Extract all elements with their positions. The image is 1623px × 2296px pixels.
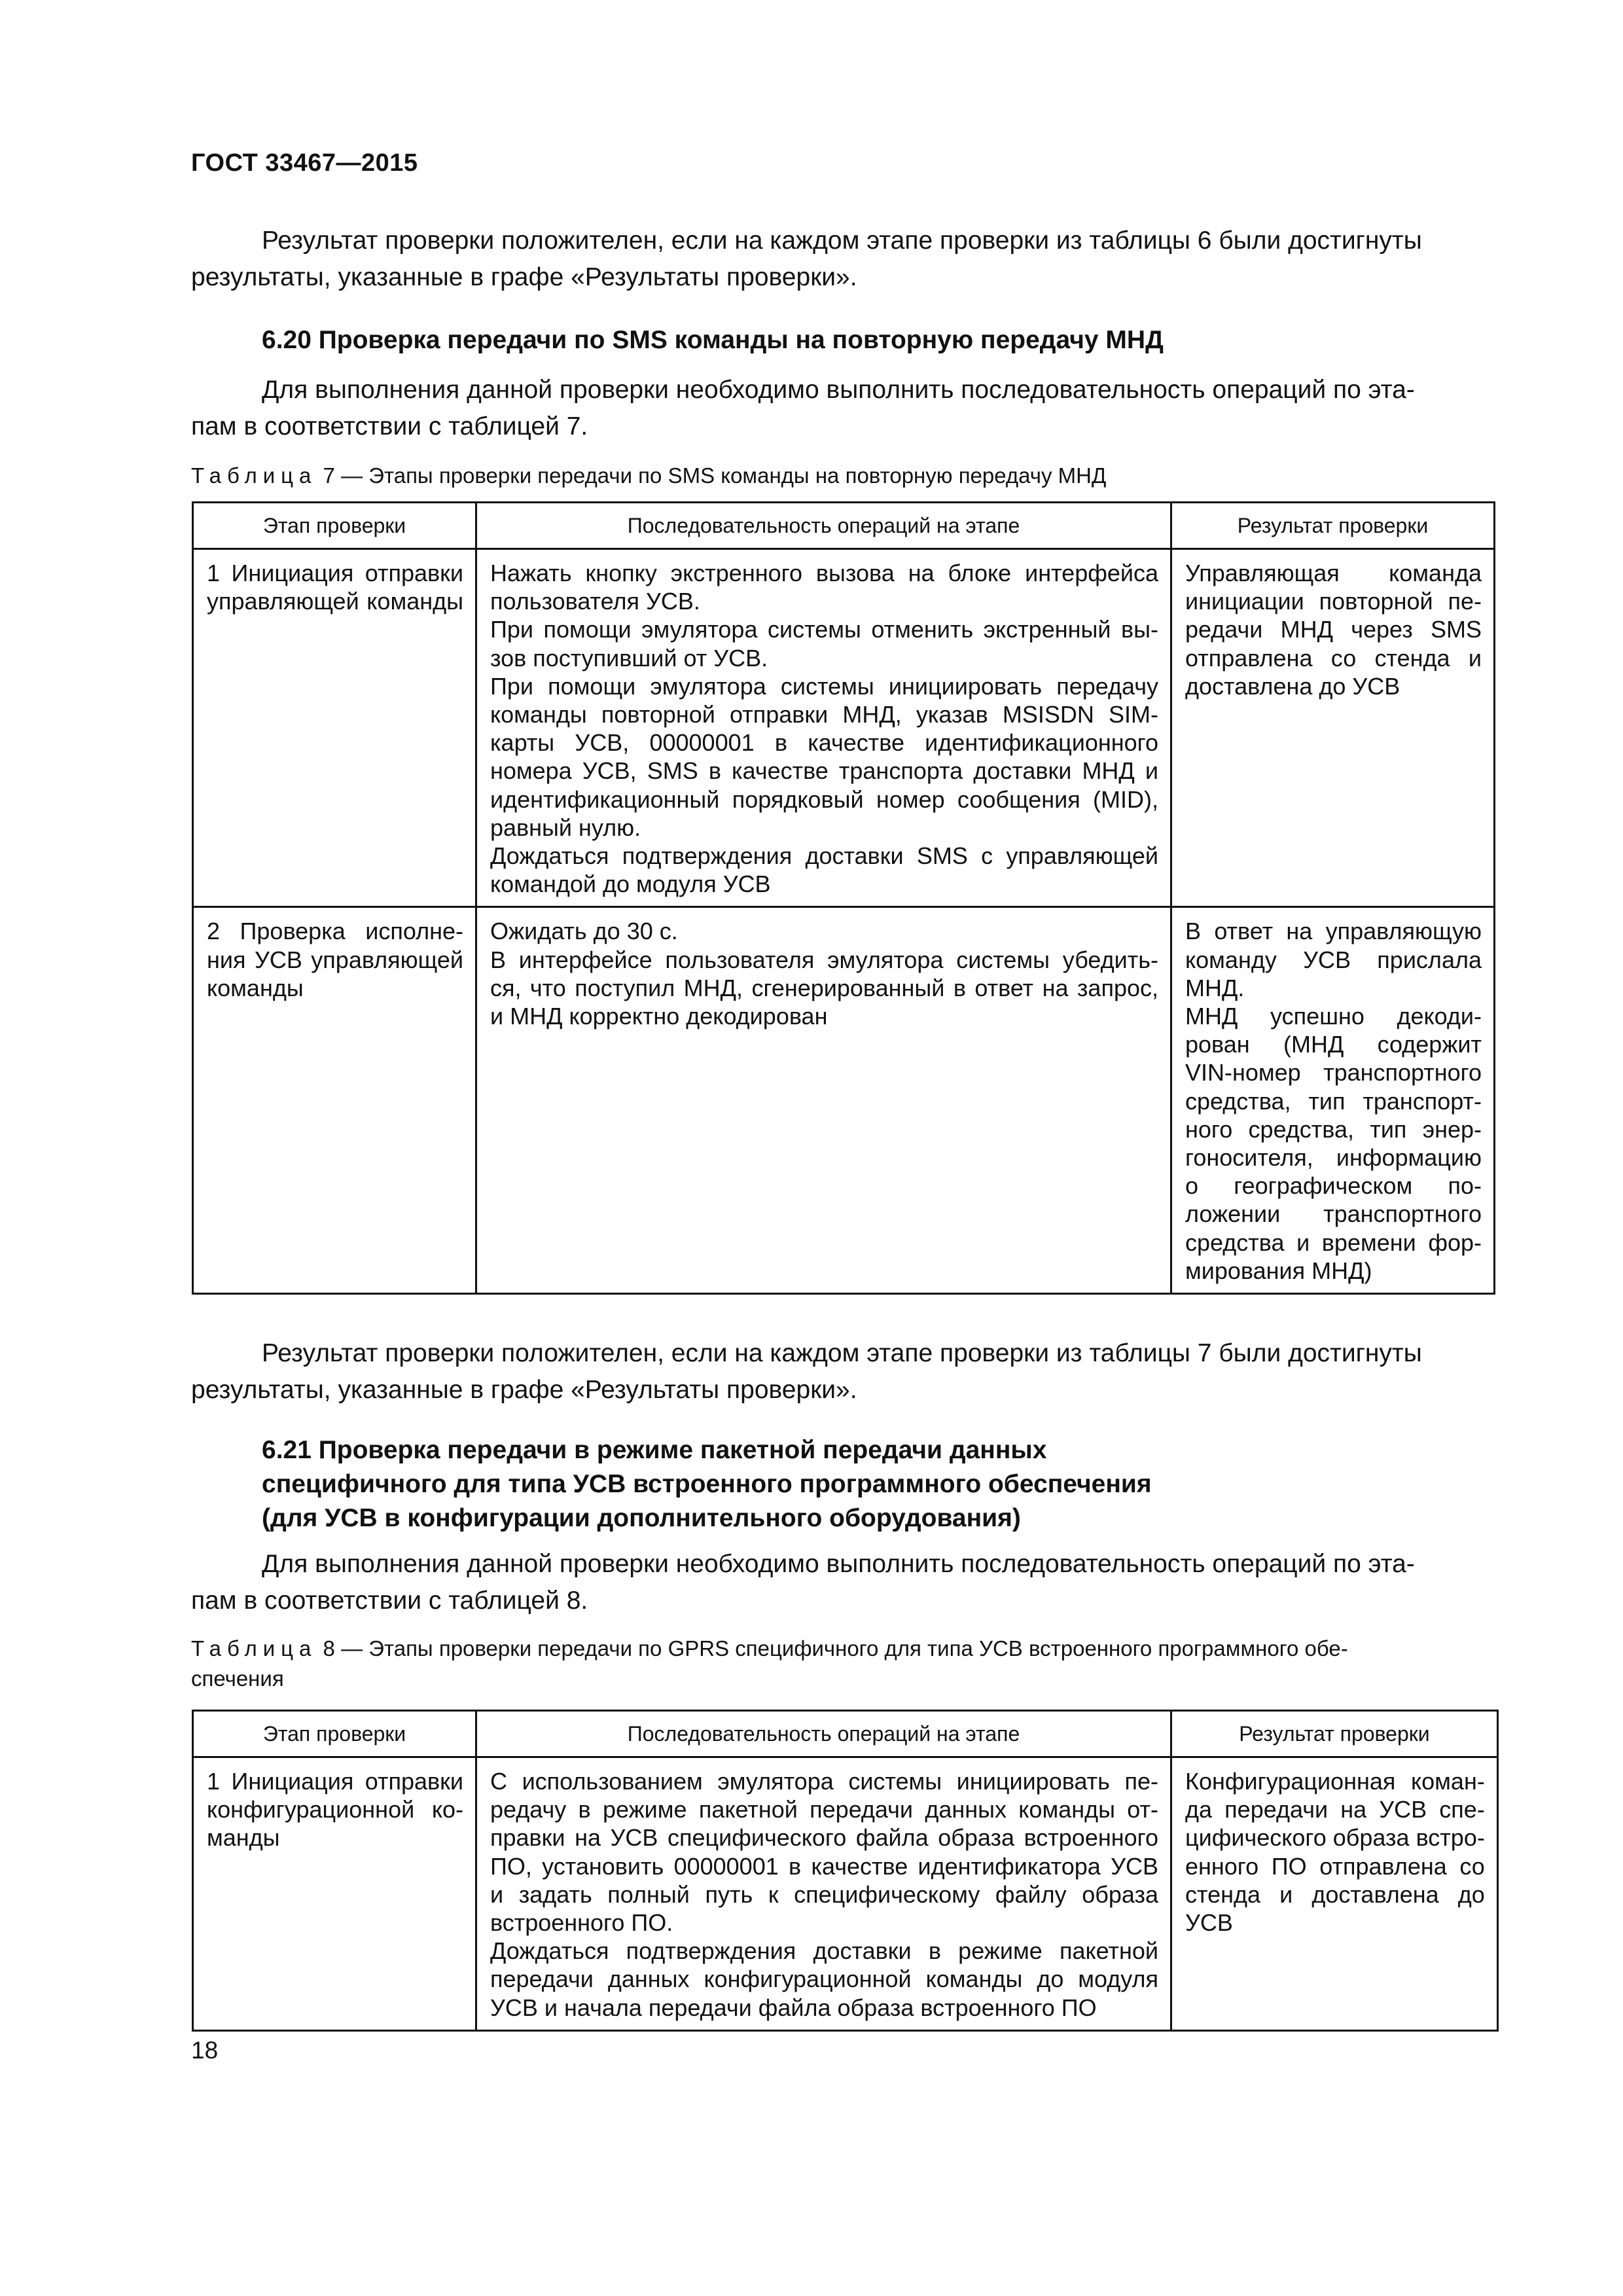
table-row [193,549,1495,907]
stage-cell [193,1757,476,2031]
operations-cell [476,1757,1171,2031]
cell-line: инициации повторной пе- [1185,588,1482,615]
cell-line: встроенного ПО. [490,1909,673,1937]
cell-line: пользователя УСВ. [490,588,700,615]
table-header-row [193,1711,1498,1757]
cell-line: Управляющая команда [1185,560,1482,586]
cell-line: УСВ и начала передачи файла образа встроенного ПО [490,1994,1097,2021]
cell-line: рован (МНД содержит [1185,1031,1482,1058]
intro-paragraph [191,223,1493,296]
cell-line: стенда и доставлена до [1185,1880,1485,1908]
stage-cell [193,549,476,907]
cell-line: Конфигурационная коман- [1185,1768,1485,1795]
result-cell [1171,907,1495,1294]
cell-line: да передачи на УСВ спе- [1185,1796,1485,1823]
paragraph-line: Результат проверки положителен, если на каждом этапе проверки из таблицы 6 были достигнуты [262,226,1422,255]
cell-line: МНД. [1185,974,1245,1001]
table-7 [192,501,1495,1295]
paragraph-line: Для выполнения данной проверки необходимо выполнить последовательность операций по эта- [262,1550,1415,1578]
section-6-20-paragraph [191,372,1493,445]
cell-line: команды [207,974,304,1001]
cell-line: карты УСВ, 00000001 в качестве идентификационного [490,729,1158,757]
paragraph-line: результаты, указанные в графе «Результаты проверки». [191,1376,857,1404]
paragraph-line: пам в соответствии с таблицей 8. [191,1587,588,1615]
paragraph-line: результаты, указанные в графе «Результаты проверки». [191,263,857,291]
paragraph-line: Для выполнения данной проверки необходимо выполнить последовательность операций по эта- [262,376,1415,404]
caption-word: Таблица [191,1636,317,1660]
cell-line: передачи данных конфигурационной команды до модуля [490,1965,1158,1993]
cell-line: ложении транспортного [1185,1200,1482,1228]
section-heading-6-21 [262,1433,1152,1535]
cell-line: мирования МНД) [1185,1257,1372,1284]
cell-line: В ответ на управляющую [1185,918,1482,945]
caption-word: Таблица [191,463,317,488]
result-cell [1171,549,1495,907]
cell-line: УСВ [1185,1909,1233,1937]
cell-line: и МНД корректно декодирован [490,1003,828,1030]
cell-line: Дождаться подтверждения доставки SMS с управляющей [490,842,1158,870]
caption-text: 7 — Этапы проверки передачи по SMS команды на повторную передачу МНД [317,463,1107,488]
cell-line: редачу в режиме пакетной передачи данных команды от- [490,1796,1158,1823]
cell-line: ного средства, тип энер- [1185,1115,1482,1143]
caption-text: 8 — Этапы проверки передачи по GPRS специфичного для типа УСВ встроенного программного обе- [317,1636,1348,1660]
table-7-result-paragraph [191,1335,1493,1408]
paragraph-line: пам в соответствии с таблицей 7. [191,412,588,440]
cell-line: конфигурационной ко- [207,1796,463,1823]
cell-line: Ожидать до 30 с. [490,918,678,945]
cell-line: гоносителя, информацию [1185,1144,1482,1172]
cell-line: МНД успешно декоди- [1185,1003,1482,1030]
column-header-result: Результат проверки [1171,503,1495,549]
section-heading-6-20 [262,323,1164,357]
cell-line: 1 Инициация отправки [207,1768,463,1795]
cell-line: командой до модуля УСВ [490,870,771,898]
table-7-caption [191,461,1493,491]
document-id-header: ГОСТ 33467—2015 [191,149,418,177]
cell-line: При помощи эмулятора системы отменить экстренный вы- [490,616,1158,643]
cell-line: идентификационный порядковый номер сообщения (MID), [490,785,1158,813]
column-header-result: Результат проверки [1171,1711,1498,1757]
caption-text: спечения [191,1666,284,1691]
cell-line: цифического образа встро- [1185,1824,1485,1852]
heading-line: 6.21 Проверка передачи в режиме пакетной передачи данных [262,1436,1047,1464]
cell-line: команды повторной отправки МНД, указав MSISDN SIM- [490,701,1158,728]
cell-line: ся, что поступил МНД, сгенерированный в ответ на запрос, [490,974,1158,1001]
cell-line: ния УСВ управляющей [207,946,463,973]
table-8 [192,1710,1499,2032]
heading-line: (для УСВ в конфигурации дополнительного оборудования) [262,1504,1021,1532]
column-header-operations: Последовательность операций на этапе [476,503,1171,549]
table-row [193,1757,1498,2031]
cell-line: о географическом по- [1185,1172,1482,1200]
heading-line: 6.20 Проверка передачи по SMS команды на повторную передачу МНД [262,326,1164,354]
cell-line: При помощи эмулятора системы инициировать передачу [490,672,1158,700]
cell-line: В интерфейсе пользователя эмулятора системы убедить- [490,946,1158,973]
cell-line: равный нулю. [490,814,641,841]
cell-line: управляющей команды [207,588,463,615]
cell-line: редачи МНД через SMS [1185,616,1482,643]
table-row [193,907,1495,1294]
table-header-row [193,503,1495,549]
column-header-stage: Этап проверки [193,1711,476,1757]
cell-line: доставлена до УСВ [1185,672,1400,700]
column-header-stage: Этап проверки [193,503,476,549]
heading-line: специфичного для типа УСВ встроенного программного обеспечения [262,1470,1152,1498]
page-number: 18 [191,2037,219,2064]
cell-line: и задать полный путь к специфическому файлу образа [490,1880,1158,1908]
table-8-caption [191,1634,1493,1694]
cell-line: номера УСВ, SMS в качестве транспорта доставки МНД и [490,757,1158,785]
column-header-operations: Последовательность операций на этапе [476,1711,1171,1757]
cell-line: правки на УСВ специфического файла образа встроенного [490,1824,1158,1852]
cell-line: Дождаться подтверждения доставки в режиме пакетной [490,1937,1158,1965]
stage-cell [193,907,476,1294]
operations-cell [476,549,1171,907]
cell-line: манды [207,1824,280,1852]
cell-line: 1 Инициация отправки [207,560,463,586]
cell-line: команду УСВ прислала [1185,946,1482,973]
cell-line: отправлена со стенда и [1185,644,1482,672]
paragraph-line: Результат проверки положителен, если на каждом этапе проверки из таблицы 7 были достигнуты [262,1339,1422,1367]
cell-line: ПО, установить 00000001 в качестве идентификатора УСВ [490,1852,1158,1880]
section-6-21-paragraph [191,1546,1493,1619]
cell-line: средства, тип транспорт- [1185,1087,1482,1115]
cell-line: 2 Проверка исполне- [207,918,463,945]
cell-line: Нажать кнопку экстренного вызова на блоке интерфейса [490,560,1158,586]
cell-line: енного ПО отправлена со [1185,1852,1485,1880]
cell-line: С использованием эмулятора системы инициировать пе- [490,1768,1158,1795]
cell-line: зов поступивший от УСВ. [490,644,768,672]
cell-line: VIN-номер транспортного [1185,1059,1482,1086]
operations-cell [476,907,1171,1294]
result-cell [1171,1757,1498,2031]
cell-line: средства и времени фор- [1185,1229,1482,1256]
